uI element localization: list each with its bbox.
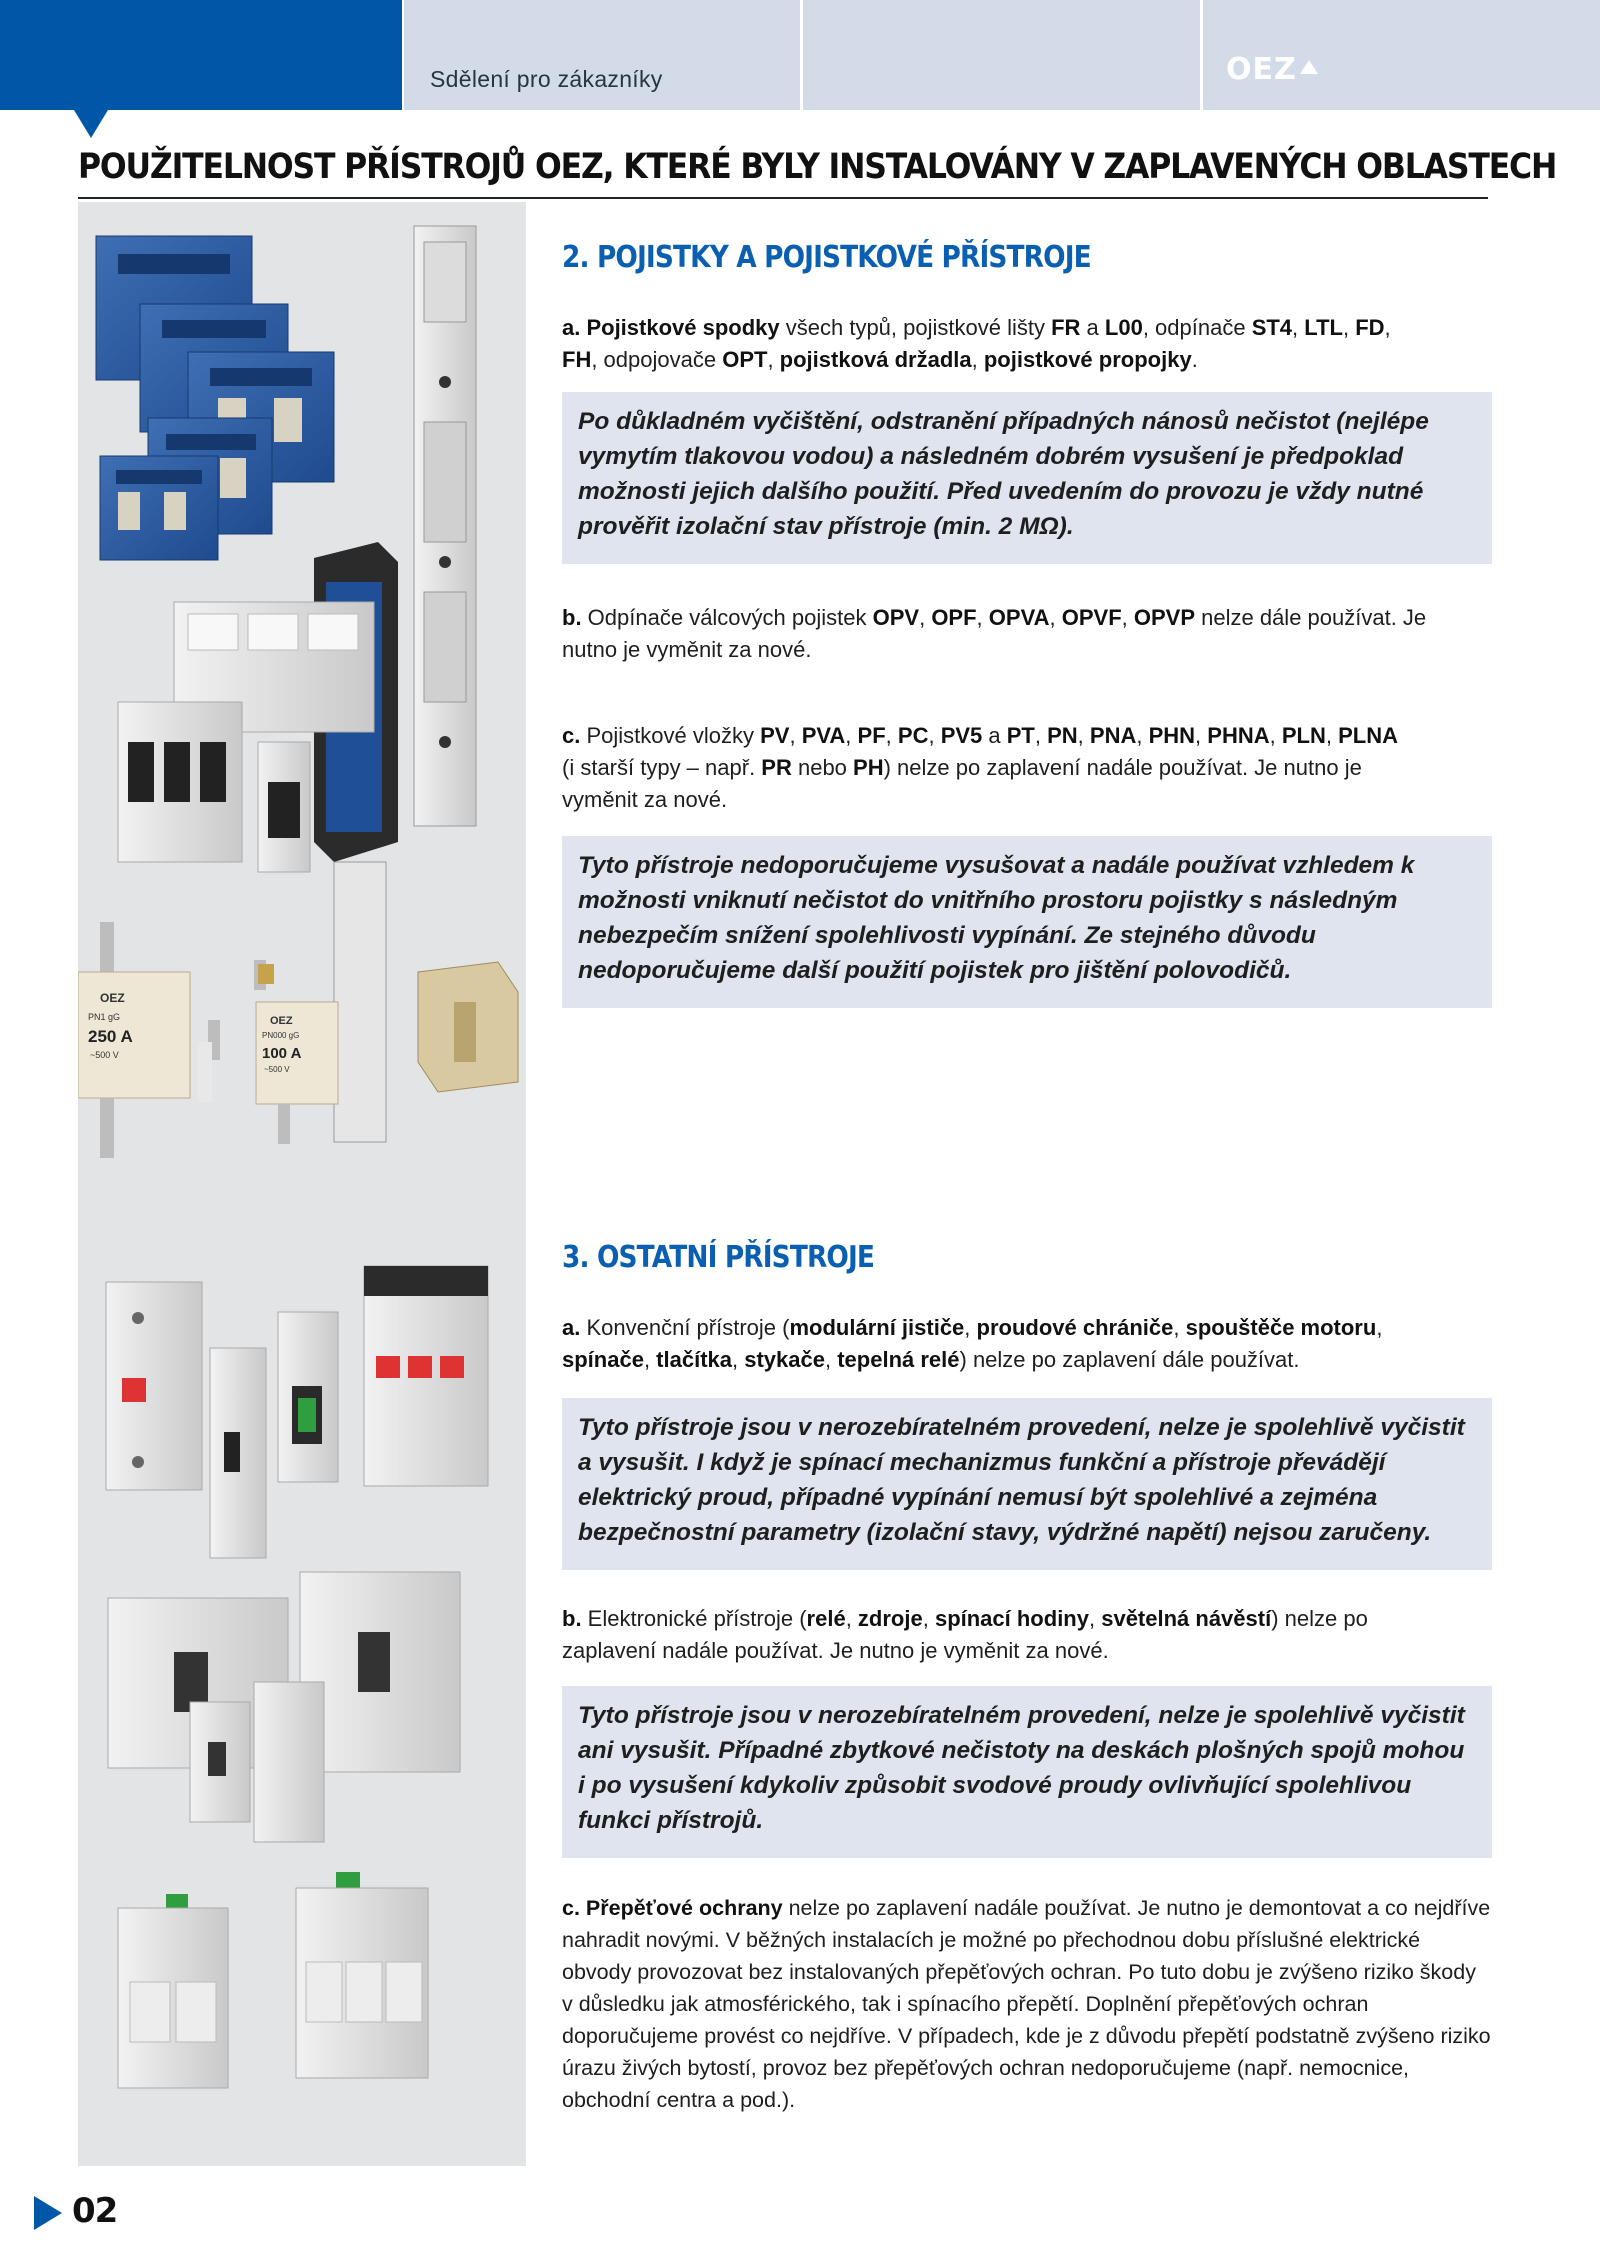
section-3-item-c: c. Přepěťové ochrany nelze po zaplavení nadále používat. Je nutno je demontovat a co nejdříve nahradit novými. V běžných instalacích je možné po přechodnou dobu příslušné elektrické obvody provozovat bez instalovaných přepěťových ochran. Po tuto dobu je zvýšeno riziko škody v důsledku jak atmosférického, tak i spínacího přepětí. Doplnění přepěťových ochran doporučujeme provést co nejdříve. V případech, kde je z důvodu přepětí podstatně zvýšeno riziko úrazu živých bytostí, provoz bez přepěťových ochran nedoporučujeme (např. nemocnice, obchodní centra a pod.). (562, 1896, 1491, 2112)
fuse-small-rating: 100 A (262, 1045, 302, 1062)
fuse-big-brand: OEZ (100, 991, 125, 1005)
page-number-arrow-icon (34, 2196, 62, 2230)
fuse-small-brand: OEZ (270, 1015, 293, 1027)
header-cell (803, 0, 1200, 110)
section-3-item-b-note: Tyto přístroje jsou v nerozebíratelném provedení, nelze je spolehlivě vyčistit ani vysušit. Případné zbytkové nečistoty na deskách plošných spojů mohou i po vysušení kdykoliv způsobit svodové proudy ovlivňující spolehlivou funkci přístrojů. (562, 1686, 1492, 1858)
fuse-base-blue-photo (96, 236, 334, 560)
product-photos (78, 202, 526, 2166)
fuse-strip-photo (414, 226, 476, 826)
section-2-item-c-note: Tyto přístroje nedoporučujeme vysušovat a nadále používat vzhledem k možnosti vniknutí nečistot do vnitřního prostoru pojistky s následným nebezpečím snížení spolehlivosti vypínání. Ze stejného důvodu nedoporučujeme další použití pojistek pro jištění polovodičů. (562, 836, 1492, 1008)
fuse-big-rating: 250 A (88, 1027, 133, 1046)
fuse-big-type: PN1 gG (88, 1012, 121, 1022)
section-2-item-a: a. Pojistkové spodky všech typů, pojistkové lišty FR a L00, odpínače ST4, LTL, FD, FH, odpojovače OPT, pojistková držadla, pojistkové propojky. (562, 315, 1391, 372)
title-divider (78, 197, 1488, 199)
section-2-item-a-note: Po důkladném vyčištění, odstranění případných nánosů nečistot (nejlépe vymytím tlakovou vodou) a následném dobrém vysušení je předpoklad možnosti jejich dalšího použití. Před uvedením do provozu je vždy nutné prověřit izolační stav přístroje (min. 2 MΩ). (562, 392, 1492, 564)
section-2-item-b: b. Odpínače válcových pojistek OPV, OPF, OPVA, OPVF, OPVP nelze dále používat. Je nutno je vyměnit za nové. (562, 605, 1427, 662)
section-2-heading: 2. POJISTKY A POJISTKOVÉ PŘÍSTROJE (562, 240, 1091, 275)
fuse-bridge-photo (418, 962, 518, 1092)
header-section-label: Sdělení pro zákazníky (430, 66, 663, 92)
section-3-item-a-note: Tyto přístroje jsou v nerozebíratelném provedení, nelze je spolehlivě vyčistit a vysušit. I když je spínací mechanizmus funkční a přístroje převádějí elektrický proud, případné vypínání nemusí být spolehlivé a zejména bezpečnostní parametry (izolační stavy, výdržné napětí) nejsou zaručeny. (562, 1398, 1492, 1570)
page-title: POUŽITELNOST PŘÍSTROJŮ OEZ, KTERÉ BYLY INSTALOVÁNY V ZAPLAVENÝCH OBLASTECH (78, 147, 1557, 187)
section-2-item-c: c. Pojistkové vložky PV, PVA, PF, PC, PV5 a PT, PN, PNA, PHN, PHNA, PLN, PLNA (i starší typy – např. PR nebo PH) nelze po zaplavení nadále používat. Je nutno je vyměnit za nové. (562, 723, 1398, 812)
section-3-item-b: b. Elektronické přístroje (relé, zdroje, spínací hodiny, světelná návěstí) nelze po zaplavení nadále používat. Je nutno je vyměnit za nové. (562, 1606, 1368, 1663)
fuse-small-type: PN000 gG (262, 1031, 300, 1040)
header-cell (404, 0, 800, 110)
modular-devices-photo (106, 1266, 488, 1558)
residual-current-devices-photo (108, 1572, 460, 1842)
logo-text: OEZ (1226, 52, 1297, 87)
page-number: 02 (72, 2191, 118, 2231)
knife-fuse-link-photo (78, 922, 338, 1158)
header-brand-block (0, 0, 402, 110)
surge-protectors-photo (118, 1872, 428, 2088)
section-3-item-a: a. Konvenční přístroje (modulární jističe, proudové chrániče, spouštěče motoru, spínače, tlačítka, stykače, tepelná relé) nelze po zaplavení dále používat. (562, 1315, 1383, 1372)
header-pointer-icon (74, 110, 108, 138)
logo-triangle-icon (1300, 60, 1318, 74)
oez-logo (1226, 52, 1318, 87)
fuse-big-voltage: ~500 V (90, 1050, 119, 1060)
section-3-heading: 3. OSTATNÍ PŘÍSTROJE (562, 1240, 875, 1275)
fuse-small-voltage: ~500 V (264, 1065, 290, 1074)
